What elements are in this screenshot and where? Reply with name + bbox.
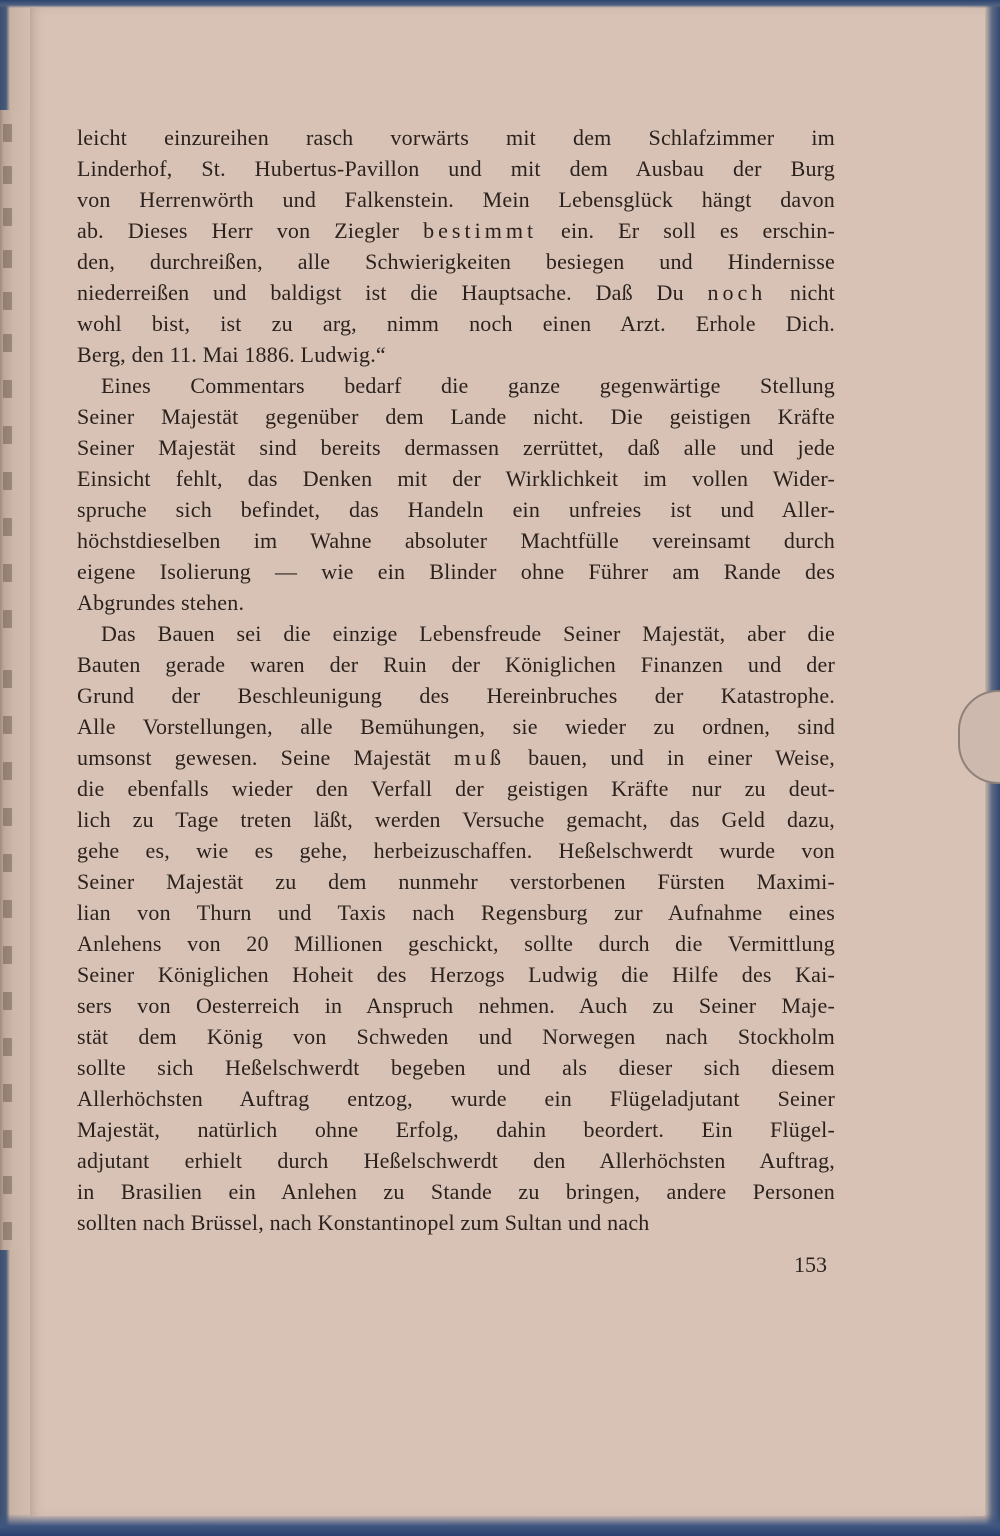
text-line: Grund der Beschleunigung des Hereinbruches der Katastrophe. bbox=[77, 683, 835, 708]
text-line: spruche sich befindet, das Handeln ein unfreies ist und Aller- bbox=[77, 497, 835, 522]
text-line: Alle Vorstellungen, alle Bemühungen, sie wieder zu ordnen, sind bbox=[77, 714, 835, 739]
text-line: Linderhof, St. Hubertus-Pavillon und mit dem Ausbau der Burg bbox=[77, 156, 835, 181]
text-line: leicht einzureihen rasch vorwärts mit dem Schlafzimmer im bbox=[77, 125, 835, 150]
text-line: niederreißen und baldigst ist die Hauptsache. Daß Du noch nicht bbox=[77, 280, 835, 305]
text-line: wohl bist, ist zu arg, nimm noch einen Arzt. Erhole Dich. bbox=[77, 311, 835, 336]
top-binding-edge bbox=[0, 0, 1000, 8]
text-line: Berg, den 11. Mai 1886. Ludwig.“ bbox=[77, 342, 386, 367]
text-line: eigene Isolierung — wie ein Blinder ohne Führer am Rande des bbox=[77, 559, 835, 584]
text-line: gehe es, wie es gehe, herbeizuschaffen. Heßelschwerdt wurde von bbox=[77, 838, 835, 863]
text-line: höchstdieselben im Wahne absoluter Machtfülle vereinsamt durch bbox=[77, 528, 835, 553]
text-line: ab. Dieses Herr von Ziegler bestimmt ein. Er soll es erschin- bbox=[77, 218, 835, 243]
emphasized-word: muß bbox=[453, 745, 506, 770]
text-line: Majestät, natürlich ohne Erfolg, dahin beordert. Ein Flügel- bbox=[77, 1117, 835, 1142]
text-line: Eines Commentars bedarf die ganze gegenwärtige Stellung bbox=[101, 373, 835, 398]
text-line: umsonst gewesen. Seine Majestät muß bauen, und in einer Weise, bbox=[77, 745, 835, 770]
text-line: in Brasilien ein Anlehen zu Stande zu bringen, andere Personen bbox=[77, 1179, 835, 1204]
text-line: lian von Thurn und Taxis nach Regensburg zur Aufnahme eines bbox=[77, 900, 835, 925]
text-line: Seiner Majestät sind bereits dermassen zerrüttet, daß alle und jede bbox=[77, 435, 835, 460]
text-line: sollte sich Heßelschwerdt begeben und als dieser sich diesem bbox=[77, 1055, 835, 1080]
text-line: Allerhöchsten Auftrag entzog, wurde ein Flügeladjutant Seiner bbox=[77, 1086, 835, 1111]
text-line: Anlehens von 20 Millionen geschickt, sollte durch die Vermittlung bbox=[77, 931, 835, 956]
text-line: Bauten gerade waren der Ruin der Königlichen Finanzen und der bbox=[77, 652, 835, 677]
emphasized-word: noch bbox=[707, 280, 767, 305]
text-line: Seiner Majestät gegenüber dem Lande nicht. Die geistigen Kräfte bbox=[77, 404, 835, 429]
text-line: den, durchreißen, alle Schwierigkeiten besiegen und Hindernisse bbox=[77, 249, 835, 274]
text-line: die ebenfalls wieder den Verfall der geistigen Kräfte nur zu deut- bbox=[77, 776, 835, 801]
text-line: Seiner Majestät zu dem nunmehr verstorbenen Fürsten Maximi- bbox=[77, 869, 835, 894]
text-line: sollten nach Brüssel, nach Konstantinopel zum Sultan und nach bbox=[77, 1210, 650, 1235]
page-body-text bbox=[77, 122, 835, 1238]
text-line: adjutant erhielt durch Heßelschwerdt den Allerhöchsten Auftrag, bbox=[77, 1148, 835, 1173]
bottom-binding-edge bbox=[0, 1514, 1000, 1536]
text-line: Das Bauen sei die einzige Lebensfreude Seiner Majestät, aber die bbox=[101, 621, 835, 646]
emphasized-word: bestimmt bbox=[423, 218, 538, 243]
facing-page-gutter bbox=[0, 110, 30, 1250]
text-line: sers von Oesterreich in Anspruch nehmen. Auch zu Seiner Maje- bbox=[77, 993, 835, 1018]
text-line: stät dem König von Schweden und Norwegen nach Stockholm bbox=[77, 1024, 835, 1049]
text-line: Seiner Königlichen Hoheit des Herzogs Ludwig die Hilfe des Kai- bbox=[77, 962, 835, 987]
text-line: lich zu Tage treten läßt, werden Versuche gemacht, das Geld dazu, bbox=[77, 807, 835, 832]
page-number: 153 bbox=[794, 1252, 827, 1277]
text-line: von Herrenwörth und Falkenstein. Mein Lebensglück hängt davon bbox=[77, 187, 835, 212]
text-line: Einsicht fehlt, das Denken mit der Wirklichkeit im vollen Wider- bbox=[77, 466, 835, 491]
text-line: Abgrundes stehen. bbox=[77, 590, 245, 615]
